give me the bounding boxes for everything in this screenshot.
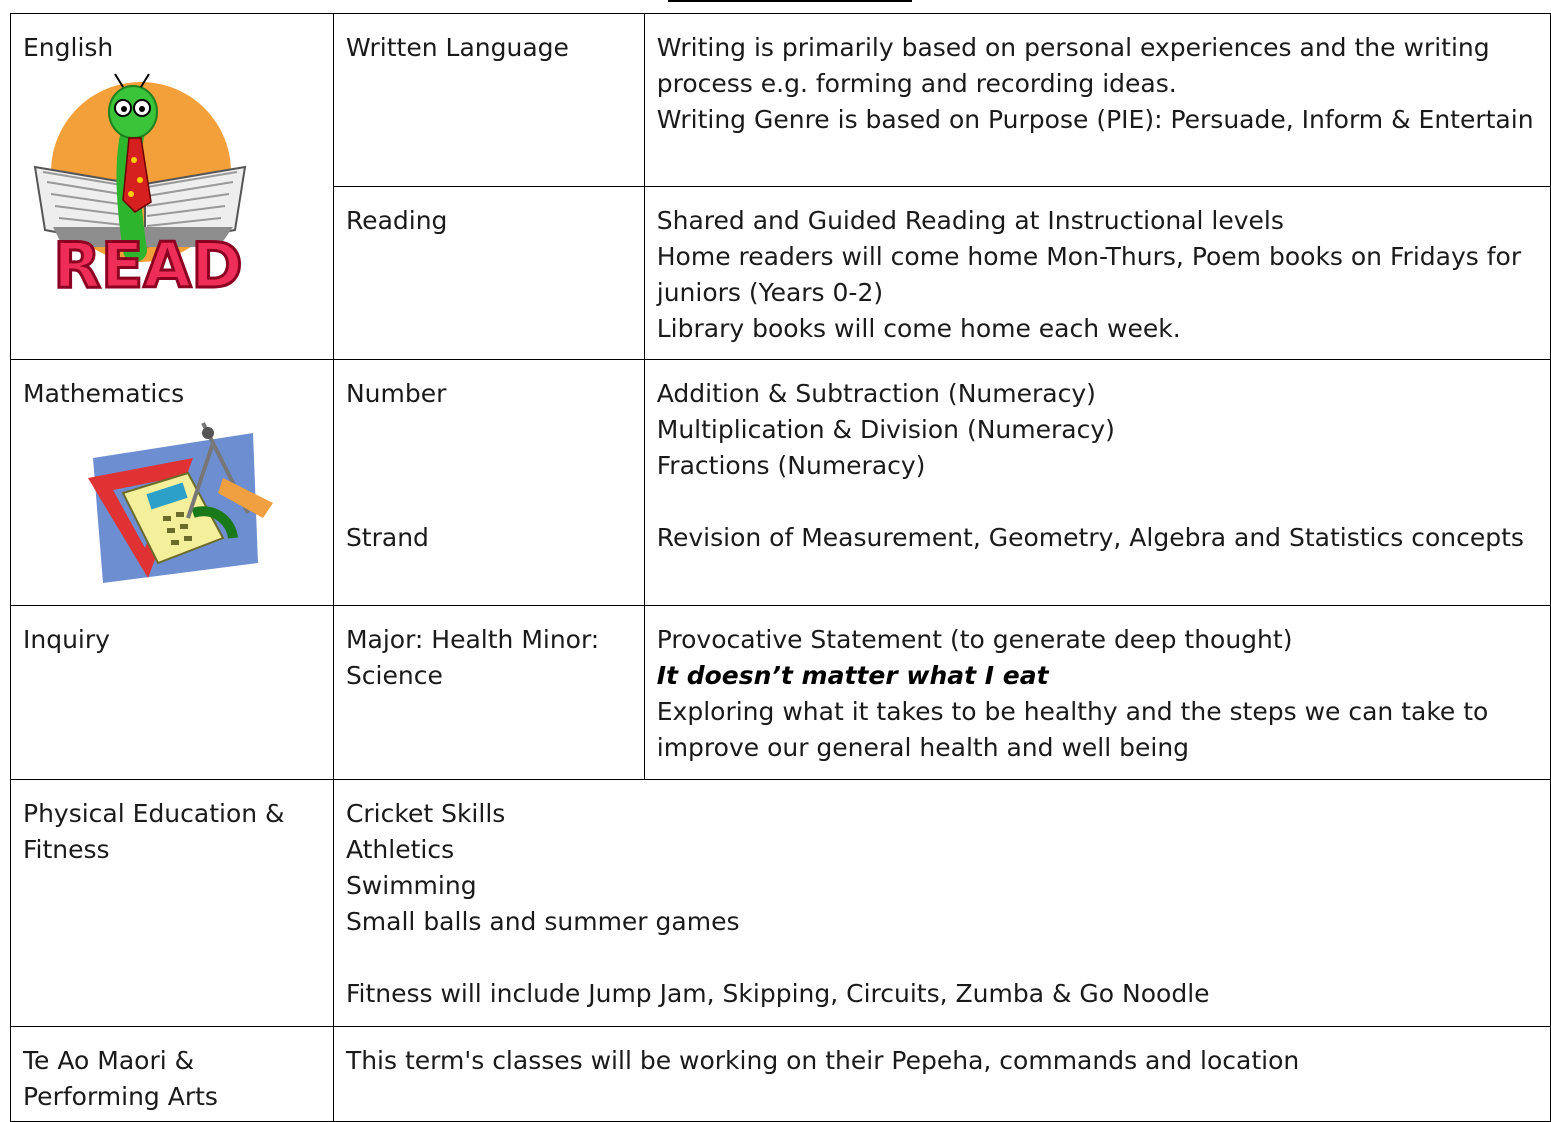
content-pe [333, 780, 1550, 1027]
content-line: Fractions (Numeracy) [656, 451, 926, 480]
provocative-statement: It doesn’t matter what I eat [656, 661, 1049, 690]
content-line: Fitness will include Jump Jam, Skipping, Circuits, Zumba & Go Noodle [345, 979, 1210, 1008]
content-maori [333, 1027, 1550, 1122]
subject-cell-pe [11, 780, 334, 1027]
bookworm-read-icon [23, 72, 273, 297]
subject-label: English [23, 33, 114, 62]
content-line: Library books will come home each week. [656, 314, 1181, 343]
subject-cell-english [11, 14, 334, 360]
content-line: Exploring what it takes to be healthy and the steps we can take to improve our general health and well being [656, 697, 1497, 762]
cell-label: Strand [345, 523, 429, 552]
list-item: Athletics [345, 835, 455, 864]
table-row [11, 360, 1551, 606]
subject-cell-inquiry [11, 606, 334, 780]
subject-cell-maths [11, 360, 334, 606]
label-written-language [333, 14, 644, 187]
subject-label: Mathematics [23, 379, 185, 408]
cell-label: Number [345, 379, 447, 408]
list-item: Small balls and summer games [345, 907, 740, 936]
table-row [11, 606, 1551, 780]
label-reading [333, 187, 644, 360]
table-row [11, 14, 1551, 187]
cell-label: Written Language [345, 33, 569, 62]
content-inquiry [644, 606, 1550, 780]
content-written-language [644, 14, 1550, 187]
math-tools-icon [73, 418, 273, 593]
read-logo-text: READ [53, 229, 243, 297]
content-line: Revision of Measurement, Geometry, Algebra and Statistics concepts [656, 523, 1524, 552]
subject-cell-maori [11, 1027, 334, 1122]
label-inquiry [333, 606, 644, 780]
content-line: Writing is primarily based on personal experiences and the writing process e.g. forming and recording ideas. [656, 33, 1498, 98]
subject-label: Te Ao Maori & Performing Arts [23, 1046, 218, 1111]
list-item: Cricket Skills [345, 799, 506, 828]
subject-label: Physical Education & Fitness [23, 799, 293, 864]
content-line: Writing Genre is based on Purpose (PIE): Persuade, Inform & Entertain [656, 105, 1534, 134]
content-line: Shared and Guided Reading at Instructional levels [656, 206, 1284, 235]
content-line: Provocative Statement (to generate deep thought) [656, 625, 1293, 654]
content-line: Multiplication & Division (Numeracy) [656, 415, 1115, 444]
content-line: Home readers will come home Mon-Thurs, Poem books on Fridays for juniors (Years 0-2) [656, 242, 1530, 307]
cell-label: Reading [345, 206, 448, 235]
cell-label: Major: Health Minor: Science [345, 625, 608, 690]
table-row [11, 780, 1551, 1027]
table-row [11, 1027, 1551, 1122]
content-line: Addition & Subtraction (Numeracy) [656, 379, 1096, 408]
label-maths [333, 360, 644, 606]
content-line: This term's classes will be working on their Pepeha, commands and location [345, 1046, 1300, 1075]
content-maths [644, 360, 1550, 606]
subject-label: Inquiry [23, 625, 110, 654]
content-reading [644, 187, 1550, 360]
list-item: Swimming [345, 871, 477, 900]
curriculum-table [10, 13, 1551, 1122]
title-underline [668, 0, 912, 2]
